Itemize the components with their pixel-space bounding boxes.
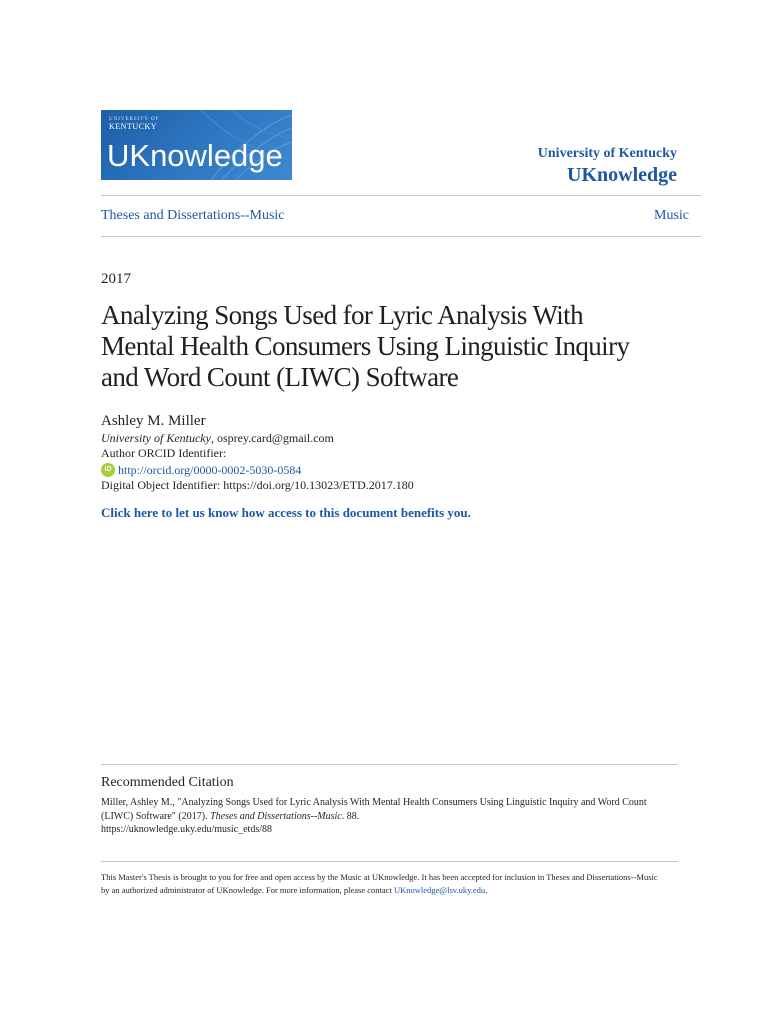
publication-year: 2017 xyxy=(101,271,131,287)
note-divider xyxy=(101,861,678,862)
logo-university-of: UNIVERSITY OF xyxy=(109,117,160,122)
orcid-row xyxy=(101,462,301,478)
access-note xyxy=(101,871,661,897)
citation-part2: . 88. xyxy=(341,810,360,822)
brand-university[interactable]: University of Kentucky xyxy=(537,146,677,161)
document-title: Analyzing Songs Used for Lyric Analysis With Mental Health Consumers Using Linguistic Inquiry and Word Count (LIWC) Software xyxy=(101,300,630,392)
orcid-link[interactable]: http://orcid.org/0000-0002-5030-0584 xyxy=(118,463,302,477)
repository-brand[interactable] xyxy=(538,145,677,187)
benefit-feedback-link[interactable]: Click here to let us know how access to this document benefits you. xyxy=(101,505,471,520)
header-divider xyxy=(101,195,701,196)
citation-part1: Miller, Ashley M., "Analyzing Songs Used for Lyric Analysis With Mental Health Consumers Using Linguistic Inquiry and Word Count (LIWC) Software" (2017). xyxy=(101,797,647,822)
citation-url[interactable]: https://uknowledge.uky.edu/music_etds/88 xyxy=(101,824,273,835)
access-note-text: This Master's Thesis is brought to you for free and open access by the Music at UKnowledge. It has been accepted for inclusion in Theses and Dissertations--Music by an authorized administrator of UKnowledge. For more information, please contact xyxy=(101,872,658,895)
citation-heading: Recommended Citation xyxy=(101,775,234,790)
logo-name: UKnowledge xyxy=(107,138,283,173)
orcid-icon: iD xyxy=(101,463,115,477)
department-link[interactable]: Music xyxy=(654,208,689,223)
citation-series: Theses and Dissertations--Music xyxy=(210,810,342,822)
contact-email-link[interactable]: UKnowledge@lsv.uky.edu xyxy=(393,885,486,895)
uknowledge-logo xyxy=(101,110,292,180)
nav-divider xyxy=(101,236,701,237)
author-name: Ashley M. Miller xyxy=(101,413,206,429)
affiliation-email: , osprey.card@gmail.com xyxy=(210,431,334,445)
citation-divider xyxy=(101,764,678,765)
brand-uknowledge[interactable]: UKnowledge xyxy=(567,164,677,186)
orcid-label: Author ORCID Identifier: xyxy=(101,446,227,460)
collection-link[interactable]: Theses and Dissertations--Music xyxy=(101,208,285,223)
affiliation-institution: University of Kentucky xyxy=(101,431,211,445)
access-note-end: . xyxy=(485,885,488,895)
citation-text xyxy=(101,796,661,837)
author-affiliation xyxy=(101,431,334,446)
doi-line: Digital Object Identifier: https://doi.org/10.13023/ETD.2017.180 xyxy=(101,478,414,492)
logo-kentucky: KENTUCKY xyxy=(109,122,157,131)
